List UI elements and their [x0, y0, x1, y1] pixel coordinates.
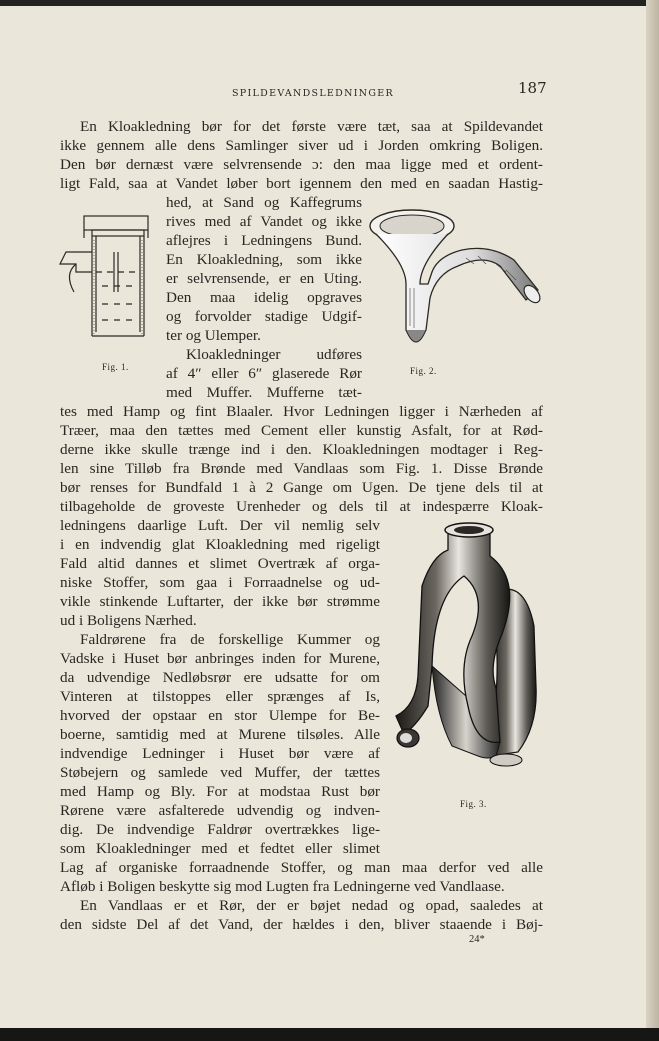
text-line: Den bør dernæst være selvrensende ɔ: den maa ligge med et ordent-: [60, 156, 543, 173]
text-line: da udvendige Nedløbsrør ere udsatte for om: [60, 669, 380, 686]
figure-1-drain-trap: [56, 212, 156, 352]
figure-3-s-trap: [392, 516, 552, 780]
text-line: tilbageholde de groveste Urenheder og dels til at indespærre Kloak-: [60, 498, 543, 515]
text-line: hed, at Sand og Kaffegrums: [166, 194, 362, 211]
text-line: ikke gennem alle dens Samlinger siver ud i Jorden omkring Boligen.: [60, 137, 543, 154]
text-line: i en indvendig glat Kloakledning med rigeligt: [60, 536, 380, 553]
text-line: Lag af organiske forraadnende Stoffer, og man maa derfor ved alle: [60, 859, 543, 876]
text-line: Vinteren at tilstoppes eller sprænges af Is,: [60, 688, 380, 705]
text-line: Afløb i Boligen beskytte sig mod Lugten fra Ledningerne ved Vandlaase.: [60, 878, 505, 895]
text-line: Faldrørene fra de forskellige Kummer og: [80, 631, 380, 648]
text-line: Rørene være asfalterede udvendig og indven-: [60, 802, 380, 819]
text-line: bør renses for Bundfald 1 à 2 Gange om Ugen. De tjene dels til at: [60, 479, 543, 496]
figure-3-caption: Fig. 3.: [460, 799, 487, 809]
text-line: ud i Boligens Nærhed.: [60, 612, 197, 629]
text-line: hvorved der opstaar en stor Ulempe for Be-: [60, 707, 380, 724]
text-line: som Kloakledninger med et fedtet eller slimet: [60, 840, 380, 857]
text-line: rives med af Vandet og ikke: [166, 213, 362, 230]
text-line: niske Stoffer, som gaa i Forraadnelse og ud-: [60, 574, 380, 591]
text-line: ligt Fald, saa at Vandet løber bort igennem den med en saadan Hastig-: [60, 175, 543, 192]
scan-bottom-edge: [0, 1028, 659, 1041]
text-line: Vadske i Huset bør anbringes inden for Murene,: [60, 650, 380, 667]
text-line: En Kloakledning, som ikke: [166, 251, 362, 268]
text-line: og forvolder stadige Udgif-: [166, 308, 362, 325]
text-line: med Hamp og Bly. For at modstaa Rust bør: [60, 783, 380, 800]
running-title: SPILDEVANDSLEDNINGER: [232, 88, 394, 99]
figure-2-caption: Fig. 2.: [410, 366, 437, 376]
scan-top-edge: [0, 0, 659, 6]
text-line: med Muffer. Mufferne tæt-: [166, 384, 362, 401]
figure-2-funnel-pipe: [366, 204, 544, 356]
text-line: En Kloakledning bør for det første være tæt, saa at Spildevandet: [80, 118, 543, 135]
text-line: Støbejern og samlede ved Muffer, der tættes: [60, 764, 380, 781]
text-line: derne ikke skulle trænge ind i den. Kloakledningen modtager i Reg-: [60, 441, 543, 458]
text-line: af 4″ eller 6″ glaserede Rør: [166, 365, 362, 382]
text-line: Den maa idelig opgraves: [166, 289, 362, 306]
text-line: tes med Hamp og fint Blaaler. Hvor Ledningen ligger i Nærheden af: [60, 403, 543, 420]
text-line: len sine Tilløb fra Brønde med Vandlaas som Fig. 1. Disse Brønde: [60, 460, 543, 477]
page-right-edge: [646, 0, 659, 1041]
signature-mark: 24*: [469, 934, 485, 945]
figure-1-caption: Fig. 1.: [102, 362, 129, 372]
text-line: den sidste Del af det Vand, der hældes i den, bliver staaende i Bøj-: [60, 916, 543, 933]
text-line: boerne, samtidig med at Murene tilsøles. Alle: [60, 726, 380, 743]
text-line: En Vandlaas er et Rør, der er bøjet nedad og opad, saaledes at: [80, 897, 543, 914]
text-line: Kloakledninger udføres: [186, 346, 362, 363]
text-line: indvendige Ledninger i Huset bør være af: [60, 745, 380, 762]
page-number: 187: [518, 79, 547, 97]
text-line: aflejres i Ledningens Bund.: [166, 232, 362, 249]
text-line: ter og Ulemper.: [166, 327, 261, 344]
text-line: vikle stinkende Luftarter, der ikke bør strømme: [60, 593, 380, 610]
text-line: Fald altid dannes et slimet Overtræk af orga-: [60, 555, 380, 572]
text-line: Træer, maa den tættes med Cement eller kunstig Asfalt, for at Rød-: [60, 422, 543, 439]
text-line: er selvrensende, er en Uting.: [166, 270, 362, 287]
text-line: ledningens daarlige Luft. Der vil nemlig selv: [60, 517, 380, 534]
text-line: dig. De indvendige Faldrør overtrækkes lige-: [60, 821, 380, 838]
